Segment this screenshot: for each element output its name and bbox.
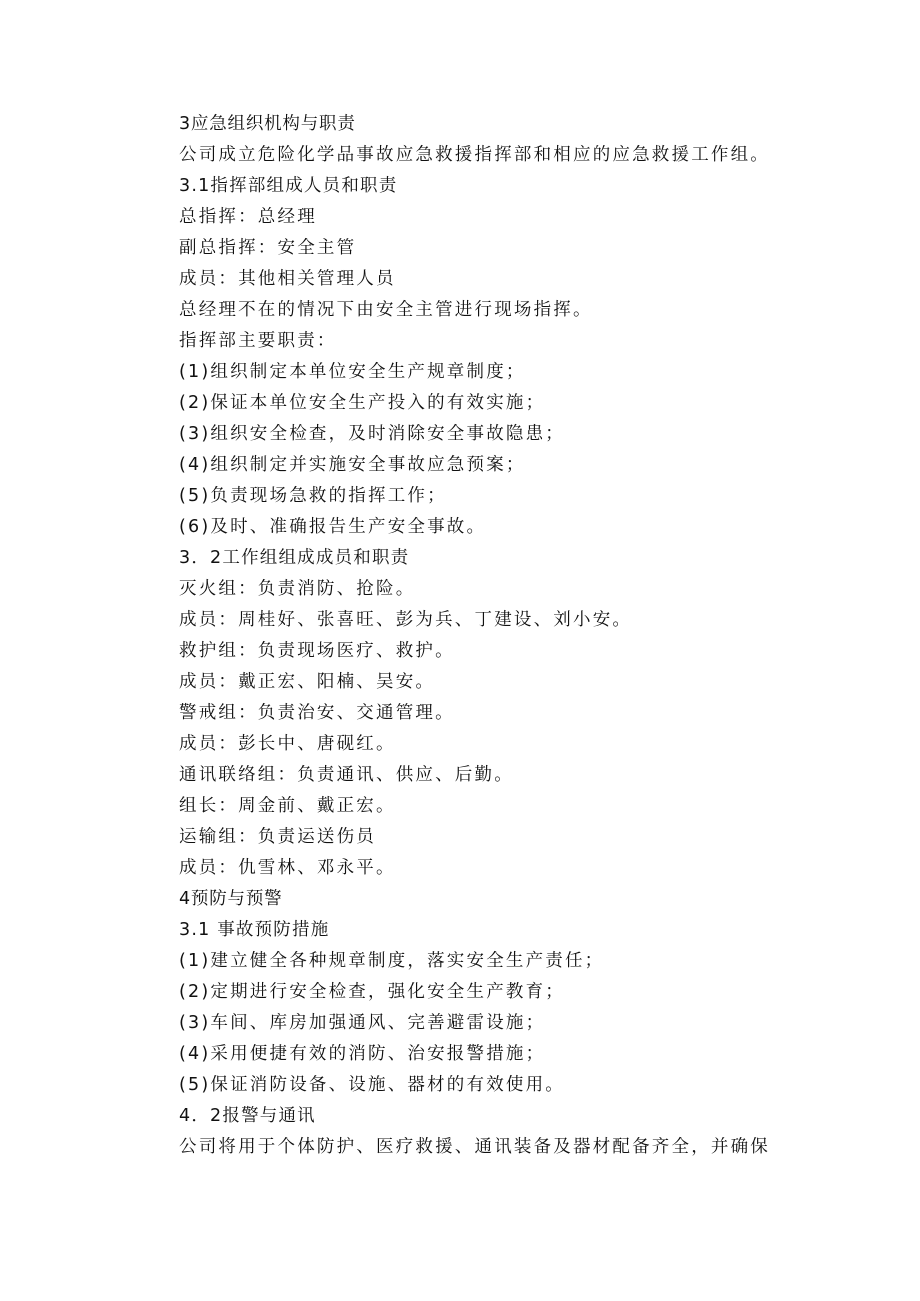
section-heading-4: 4预防与预警 [179, 889, 283, 909]
paragraph-line: 成员：周桂好、张喜旺、彭为兵、丁建设、刘小安。 [179, 610, 633, 630]
subsection-heading-prevention: 3.1 事故预防措施 [179, 920, 330, 940]
list-item: (2)定期进行安全检查，强化安全生产教育； [179, 982, 565, 1002]
subsection-heading-3-1: 3.1指挥部组成人员和职责 [179, 176, 398, 196]
list-item: (3)组织安全检查，及时消除安全事故隐患； [179, 424, 565, 444]
list-item: (1)建立健全各种规章制度，落实安全生产责任； [179, 951, 605, 971]
list-item: (1)组织制定本单位安全生产规章制度； [179, 362, 526, 382]
subsection-heading-3-2: 3．2工作组组成成员和职责 [179, 548, 410, 568]
subsection-heading-4-2: 4．2报警与通讯 [179, 1106, 316, 1126]
paragraph-line: 组长：周金前、戴正宏。 [179, 796, 396, 816]
list-item: (5)保证消防设备、设施、器材的有效使用。 [179, 1075, 565, 1095]
section-heading-3: 3应急组织机构与职责 [179, 114, 356, 134]
document-body [179, 109, 819, 1163]
list-item: (3)车间、库房加强通风、完善避雷设施； [179, 1013, 546, 1033]
paragraph-line: 副总指挥：安全主管 [179, 238, 357, 258]
paragraph-line: 运输组：负责运送伤员 [179, 827, 376, 847]
paragraph-line: 总指挥：总经理 [179, 207, 317, 227]
paragraph-line: 成员：彭长中、唐砚红。 [179, 734, 396, 754]
list-item: (5)负责现场急救的指挥工作； [179, 486, 447, 506]
paragraph-line: 成员：戴正宏、阳楠、吴安。 [179, 672, 436, 692]
paragraph-line: 成员：其他相关管理人员 [179, 269, 396, 289]
list-item: (4)采用便捷有效的消防、治安报警措施； [179, 1044, 546, 1064]
paragraph-line: 公司将用于个体防护、医疗救援、通讯装备及器材配备齐全，并确保 [179, 1137, 770, 1157]
paragraph-line: 公司成立危险化学品事故应急救援指挥部和相应的应急救援工作组。 [179, 145, 770, 165]
list-item: (2)保证本单位安全生产投入的有效实施； [179, 393, 546, 413]
paragraph-line: 警戒组：负责治安、交通管理。 [179, 703, 455, 723]
paragraph-line: 总经理不在的情况下由安全主管进行现场指挥。 [179, 300, 593, 320]
list-item: (6)及时、准确报告生产安全事故。 [179, 517, 487, 537]
paragraph-line: 成员：仇雪林、邓永平。 [179, 858, 396, 878]
paragraph-line: 指挥部主要职责： [179, 331, 337, 351]
paragraph-line: 通讯联络组：负责通讯、供应、后勤。 [179, 765, 514, 785]
paragraph-line: 救护组：负责现场医疗、救护。 [179, 641, 455, 661]
paragraph-line: 灭火组：负责消防、抢险。 [179, 579, 416, 599]
list-item: (4)组织制定并实施安全事故应急预案； [179, 455, 526, 475]
